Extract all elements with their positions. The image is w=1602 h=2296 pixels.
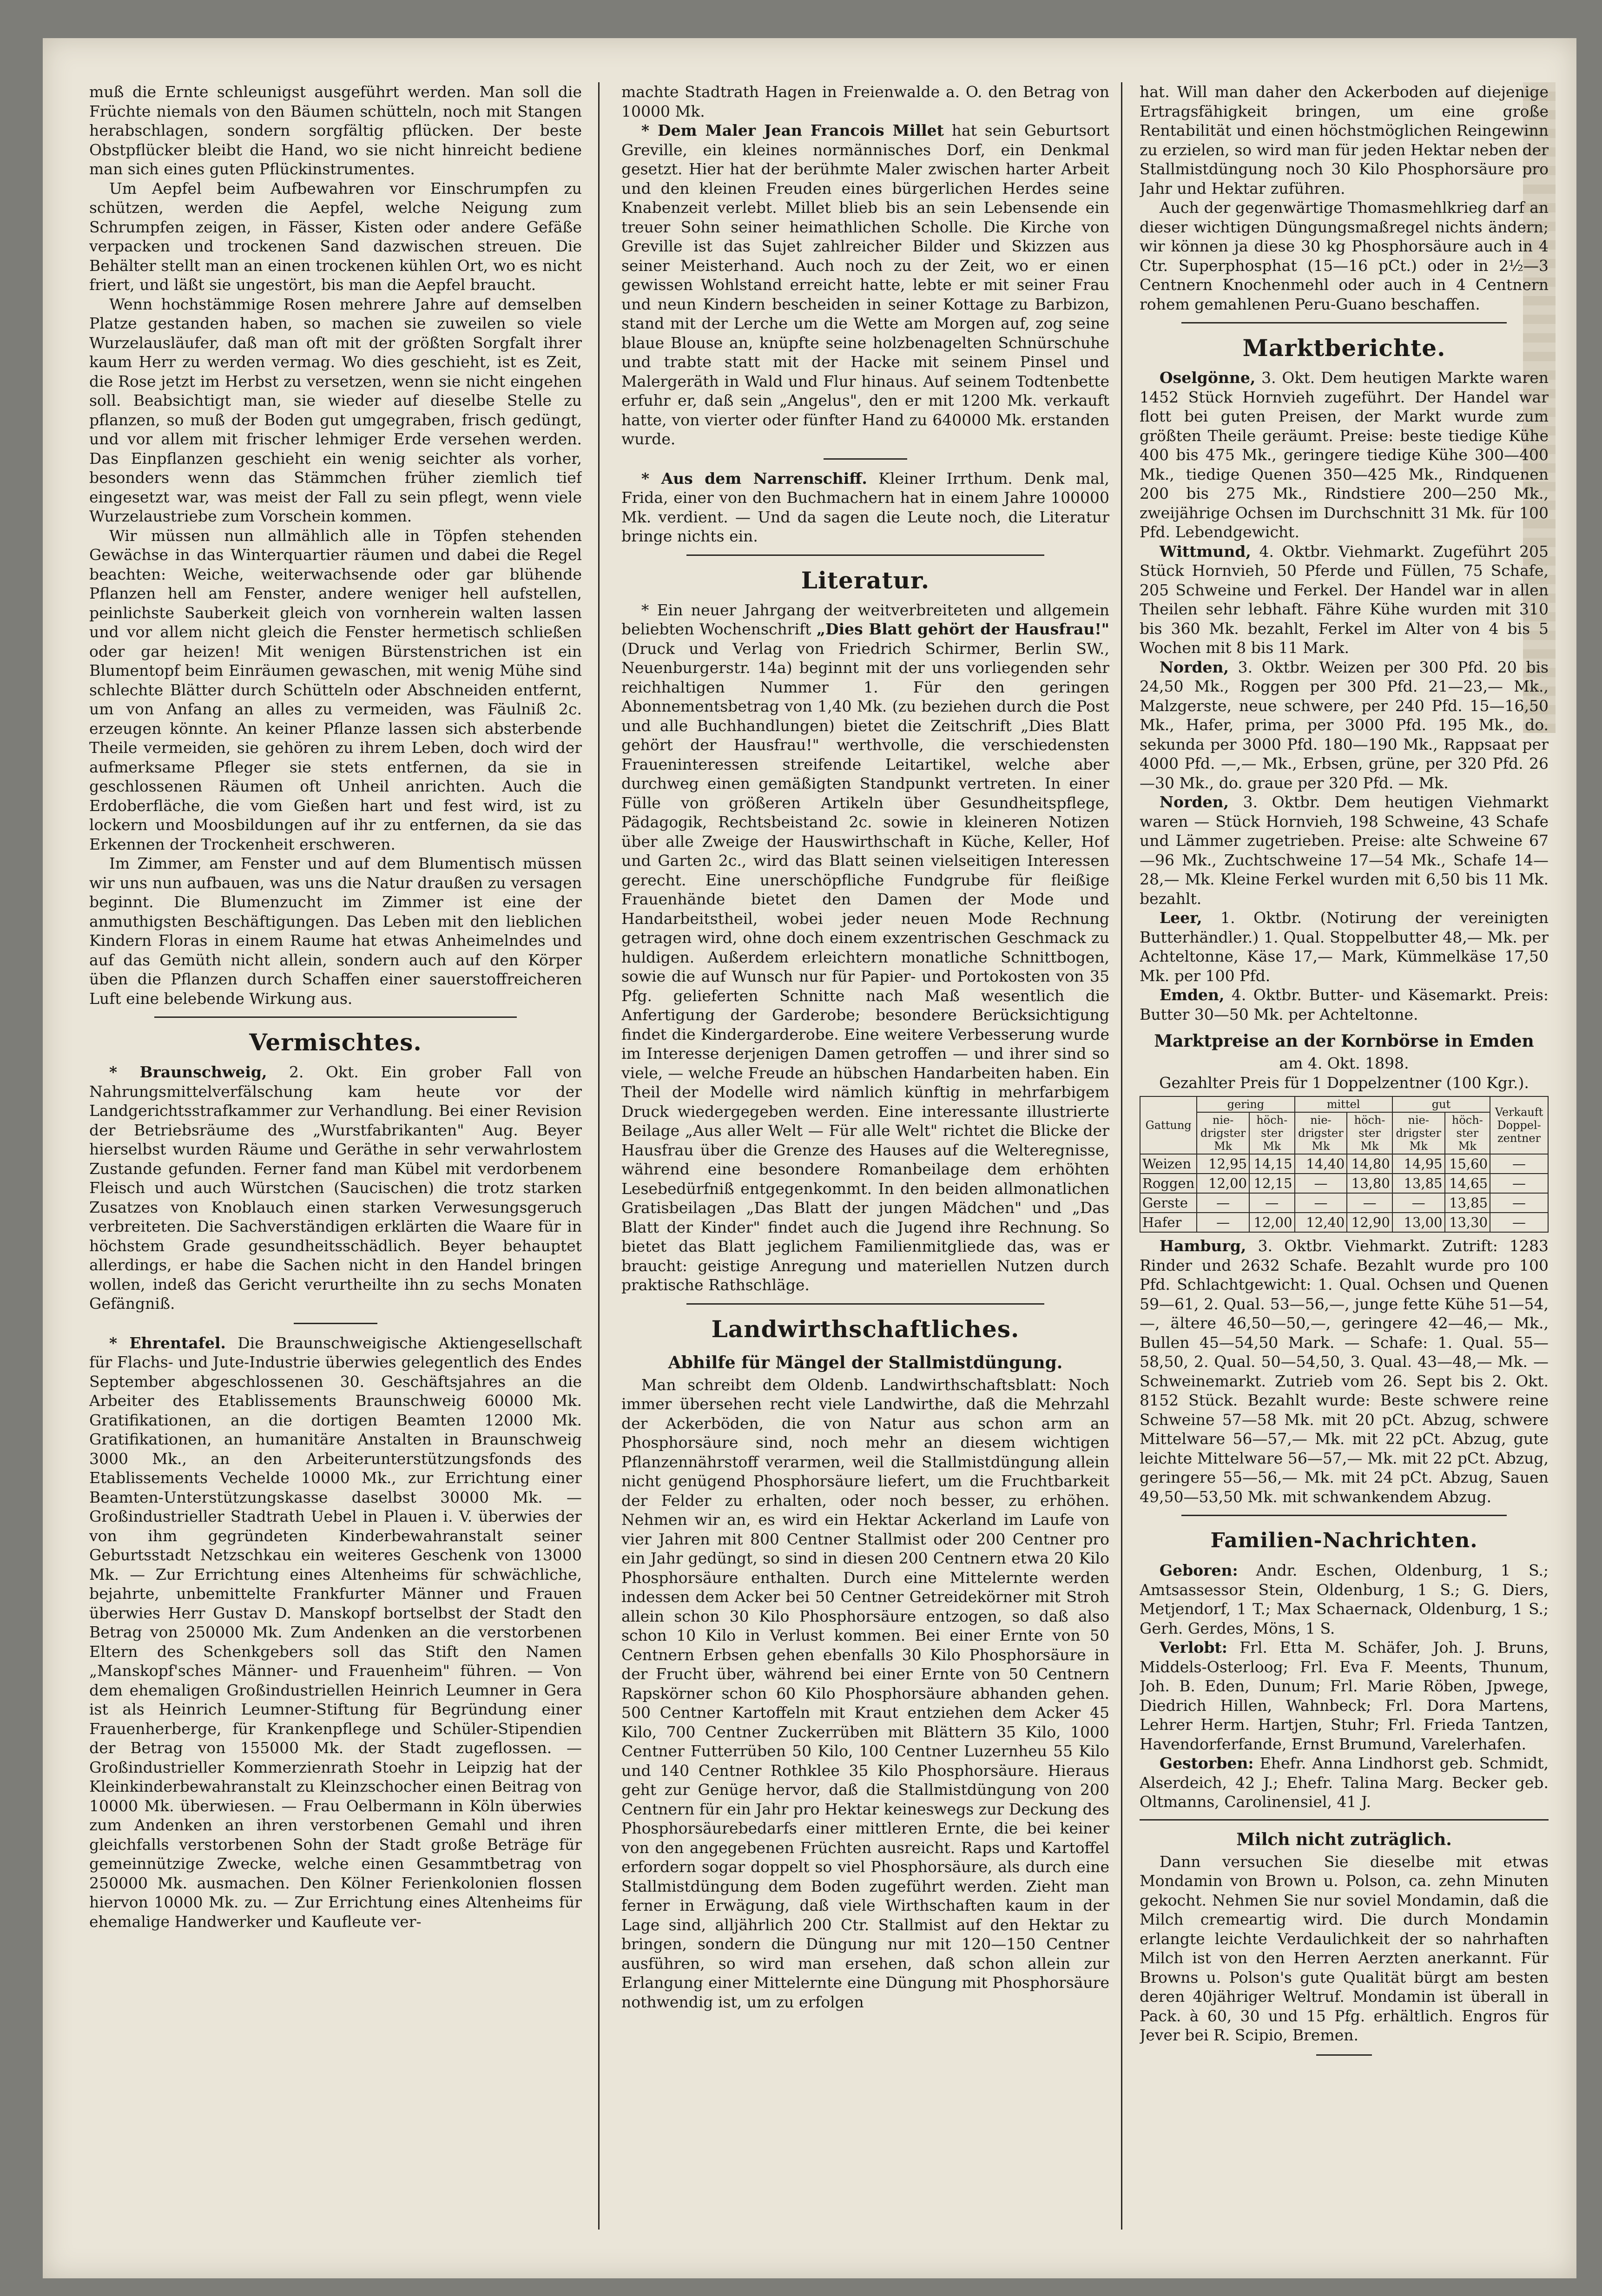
family-lead: Gestorben:: [1159, 1754, 1254, 1772]
ad-title: Milch nicht zuträglich.: [1236, 1829, 1452, 1849]
header-max: höch-ster Mk: [1347, 1112, 1392, 1154]
header-min: nie-drigster Mk: [1197, 1112, 1249, 1154]
cell-value: 12,00: [1197, 1174, 1249, 1193]
newspaper-page: [43, 38, 1576, 2278]
paragraph-thomasmehl: Auch der gegenwärtige Thomasmehlkrieg darf an dieser wichtigen Düngungsmaßregel nichts ändern; wir können ja diese 30 kg Phosphorsäure auch in 4 Ctr. Superphosphat (15—16 pCt.) oder in 2½—3 Centnern Knochenmehl oder auch in 4 Centnern rohem gemahlenen Peru-Guano beschaffen.: [1140, 198, 1549, 313]
market-report-norden-cattle: [1140, 792, 1549, 908]
cell-value: —: [1490, 1213, 1548, 1232]
table-header-row: [1140, 1096, 1548, 1112]
article-body: Kleiner Irrthum. Denk mal, Frida, einer von den Buchmachern hat in einem Jahre 100000 Mk. verdient. — Und da sagen die Leute noch, die Literatur bringe nichts ein.: [621, 469, 1109, 545]
cell-value: —: [1490, 1154, 1548, 1174]
subheading-abhilfe: Abhilfe für Mängel der Stallmistdüngung.: [668, 1353, 1063, 1372]
paragraph-harvest: muß die Ernte schleunigst ausgeführt werden. Man soll die Früchte niemals von den Bäumen schütteln, noch mit Stangen herabschlagen, sondern sorgfältig pflücken. Der beste Obstpflücker bleibt die Hand, wo sie nicht hinreicht bediene man sich eines guten Pflückinstrumentes.: [89, 83, 582, 178]
cell-value: 15,60: [1445, 1154, 1490, 1174]
cell-value: 12,00: [1249, 1213, 1295, 1232]
kornboerse-date: am 4. Okt. 1898.: [1279, 1054, 1409, 1072]
article-lead: * Ehrentafel.: [109, 1333, 226, 1352]
paragraph-potted-plants: Wir müssen nun allmählich alle in Töpfen stehenden Gewächse in das Winterquartier räumen und dabei die Regel beachten: Weiche, weiterwachsende oder gar blühende Pflanzen hell am Fenster, andere weniger hell aufstellen, peinlichste Sauberkeit gleich von vornherein walten lassen und vor allem nicht gleich die Fenster hermetisch schließen oder gar heizen! Mit wenigen Bürstenstrichen ist ein Blumentopf beim Einräumen gewaschen, mit wenig Mühe sind schlechte Blätter durch Schütteln oder Abschneiden entfernt, um von Anfang an alles zu vermeiden, was Fäulniß 2c. erzeugen könnte. An keiner Pflanze lassen sich absterbende Theile vermeiden, sie gehören zu ihrem Leben, doch wird der aufmerksame Pfleger sie stets entfernen, da sie in geschlossenen Räumen oft Unheil anrichten. Auch die Erdoberfläche, die vom Gießen hart und fest wird, ist zu lockern und Moosbildungen auf ihr zu entfernen, da sie das Erkennen der Trockenheit erschweren.: [89, 526, 582, 853]
kornboerse-note: Gezahlter Preis für 1 Doppelzentner (100 Kgr.).: [1159, 1073, 1529, 1092]
cell-value: 12,15: [1249, 1174, 1295, 1193]
article-stallmist: Man schreibt dem Oldenb. Landwirthschaftsblatt: Noch immer übersehen recht viele Landwirthe, daß die Mehrzahl der Ackerböden, die von Natur aus schon arm an Phosphorsäure sind, noch mehr an diesem wichtigen Pflanzennährstoff verarmen, weil die Stallmistdüngung allein nicht genügend Phosphorsäure liefert, um die Fruchtbarkeit der Felder zu erhalten, oder noch besser, zu erhöhen. Nehmen wir an, es wird ein Hektar Ackerland im Laufe von vier Jahren mit 800 Centner Stallmist oder 200 Centner pro ein Jahr gedüngt, so sind in diesen 200 Centnern etwa 20 Kilo Phosphorsäure enthalten. Durch eine Mittelernte werden indessen dem Acker bei 50 Centner Getreidekörner mit Stroh allein schon 30 Kilo Phosphorsäure entzogen, so daß also schon 10 Kilo in Verlust kommen. Bei einer Ernte von 50 Centnern Erbsen gehen ebenfalls 30 Kilo Phosphorsäure in der Frucht über, während bei einer Ernte von 50 Centnern Rapskörner schon 60 Kilo Phosphorsäure abhanden gehen. 500 Centner Kartoffeln mit Kraut entziehen dem Acker 45 Kilo, 700 Centner Zuckerrüben mit Blättern 35 Kilo, 1000 Centner Futterrüben 50 Kilo, 100 Centner Luzernheu 55 Kilo und 140 Centner Rothklee 35 Kilo Phosphorsäure. Hieraus geht zur Genüge hervor, daß die Stallmistdüngung von 200 Centnern für ein Jahr pro Hektar keineswegs zur Deckung des Phosphorsäurebedarfs einer mittleren Ernte, die bei keiner von den angegebenen Früchten ausreicht. Raps und Kartoffel erfordern sogar doppelt so viel Phosphorsäure, als durch eine Stallmistdüngung dem Boden zugeführt werden. Zieht man ferner in Erwägung, daß viele Wirthschaften kaum in der Lage sind, alljährlich 200 Ctr. Stallmist auf den Hektar zu bringen, sondern die Düngung nur mit 120—150 Centner ausführen, so wird man ersehen, daß schon allein zur Erlangung einer Mittelernte eine Düngung mit Phosphorsäure nothwendig ist, um zu erfolgen: [621, 1375, 1109, 2011]
article-lead: * Dem Maler Jean Francois Millet: [641, 121, 944, 139]
heading-literatur: Literatur.: [801, 566, 930, 594]
article-body: hat sein Geburtsort Greville, ein kleines normännisches Dorf, ein Denkmal gesetzt. Hier hat der berühmte Maler zwischen harter Arbeit und den kleinen Freuden eines bürgerlichen Herdes seine Knabenzeit verlebt. Millet blieb bis an sein Lebensende ein treuer Sohn seiner heimathlichen Scholle. Die Kirche von Greville ist das Sujet zahlreicher Bilder und Skizzen aus seiner Meisterhand. Auch noch zu der Zeit, wo er einen gewissen Wohlstand erreicht hatte, lebte er mit seiner Frau und neun Kindern bescheiden in seiner Kottage zu Barbizon, stand mit der Lerche um die Wette am Morgen auf, zog seine blaue Blouse an, knüpfte seine holzbenagelten Schnürschuhe und trabte statt mit der Hacke mit seinem Pinsel und Malergeräth in Wald und Flur hinaus. Auf seinem Todtenbette erfuhr er, daß sein „Angelus", den er mit 1200 Mk. verkauft hatte, von vierter oder fünfter Hand zu 640000 Mk. erstanden wurde.: [621, 121, 1109, 448]
section-divider: [1181, 1515, 1507, 1516]
article-literatur: [621, 600, 1109, 1295]
header-verkauft: Verkauft Doppel-zentner: [1490, 1096, 1548, 1154]
cell-value: 13,85: [1445, 1193, 1490, 1213]
cell-value: —: [1490, 1193, 1548, 1213]
report-body: 1. Oktbr. (Notirung der vereinigten Butterhändler.) 1. Qual. Stoppelbutter 48,— Mk. per Achteltonne, Käse 17,— Mark, Kümmelkäse 17,50 Mk. per 100 Pfd.: [1140, 909, 1549, 985]
section-divider: [686, 554, 1044, 556]
column-rule-2: [1121, 82, 1122, 2230]
cell-value: —: [1197, 1213, 1249, 1232]
paragraph-continued: hat. Will man daher den Ackerboden auf diejenige Ertragsfähigkeit bringen, um eine große Rentabilität und einen höchstmöglichen Reingewinn zu erzielen, so wird man für jeden Hektar neben der Stallmistdüngung noch 30 Kilo Phosphorsäure pro Jahr und Hektar zuführen.: [1140, 83, 1549, 198]
report-lead: Norden,: [1159, 658, 1229, 676]
cell-name: Hafer: [1140, 1213, 1197, 1232]
kornboerse-title: Marktpreise an der Kornbörse in Emden: [1154, 1031, 1534, 1051]
article-body: Die Braunschweigische Aktiengesellschaft für Flachs- und Jute-Industrie überwies gelegentlich des Endes September abgeschlossenen 30. Geschäftsjahres an die Arbeiter des Etablissements Braunschweig 60000 Mk. Gratifikationen, an die dortigen Beamten 12000 Mk. Gratifikationen, an humanitäre Anstalten in Braunschweig 3000 Mk., an den Arbeiterunterstützungsfonds des Etablissements Vechelde 10000 Mk., zur Errichtung einer Beamten-Unterstützungskasse daselbst 30000 Mk. — Großindustrieller Stadtrath Uebel in Plauen i. V. überwies der von ihm gegründeten Kinderbewahranstalt seiner Geburtsstadt Netzschkau ein weiteres Geschenk von 13000 Mk. — Zur Errichtung eines Altenheims für schwächliche, bejahrte, unbemittelte Frankfurter Männer und Frauen überwies Herr Gustav D. Manskopf bortselbst der Stadt den Betrag von 250000 Mk. Zum Andenken an die verstorbenen Eltern des Schenkgebers soll das Stift den Namen „Manskopf'sches Männer- und Frauenheim" führen. — Von dem ehemaligen Großindustriellen Heinrich Leumner in Gera ist als Heinrich Leumner-Stiftung für Begründung einer Frauenherberge, für Krankenpflege und Schüler-Stipendien der Betrag von 155000 Mk. der Stadt zugeflossen. — Großindustrieller Kommerzienrath Stoehr in Leipzig hat der Kleinkinderbewahranstalt zu Kleinzschocher einen Beitrag von 10000 Mk. überwiesen. — Frau Oelbermann in Köln überwies zum Andenken an ihren verstorbenen Gemahl und ihren gleichfalls verstorbenen Sohn der Stadt große Beträge für gemeinnützige Zwecke, welche einen Gesammtbetrag von 250000 Mk. ausmachen. Den Kölner Ferienkolonien flossen hiervon 10000 Mk. zu. — Zur Errichtung eines Altenheims für ehemalige Handwerker und Kaufleute ver-: [89, 1333, 582, 1931]
cell-value: 14,15: [1249, 1154, 1295, 1174]
report-body: 3. Oktbr. Weizen per 300 Pfd. 20 bis 24,50 Mk., Roggen per 300 Pfd. 21—23,— Mk., Malzgerste, neue schwere, per 240 Pfd. 15—16,50 Mk., Hafer, prima, per 3000 Pfd. 195 Mk., do. sekunda per 3000 Pfd. 180—190 Mk., Rappsaat per 4000 Pfd. —,— Mk., Erbsen, grüne, per 320 Pfd. 26—30 Mk., do. graue per 320 Pfd. — Mk.: [1140, 658, 1549, 792]
section-divider: [686, 1303, 1044, 1305]
report-lead: Norden,: [1159, 793, 1229, 811]
table-row: [1140, 1213, 1548, 1232]
cell-value: 14,65: [1445, 1174, 1490, 1193]
market-report-hamburg: [1140, 1236, 1549, 1506]
header-gattung: Gattung: [1140, 1096, 1197, 1154]
short-divider: [1316, 2054, 1372, 2056]
price-table: [1140, 1096, 1549, 1233]
column-rule-1: [598, 82, 600, 2230]
short-divider: [294, 1323, 377, 1324]
heading-familien-nachrichten: Familien-Nachrichten.: [1210, 1529, 1478, 1552]
article-braunschweig: [89, 1062, 582, 1313]
header-max: höch-ster Mk: [1249, 1112, 1295, 1154]
article-lead: * Aus dem Narrenschiff.: [641, 469, 867, 488]
article-body: (Druck und Verlag von Friedrich Schirmer, Berlin SW., Neuenburgerstr. 14a) beginnt mit der uns vorliegenden sehr reichhaltigen Nummer 1. Für den geringen Abonnementsbetrag von 1,40 Mk. (zu beziehen durch die Post und alle Buchhandlungen) bietet die Zeitschrift „Dies Blatt gehört der Hausfrau!" werthvolle, die verschiedensten Fraueninteressen streifende Leitartikel, welche aber durchweg einen gemäßigten Standpunkt vertreten. In einer Fülle von größeren Artikeln über Gesundheitspflege, Pädagogik, Rechtsbeistand 2c. sowie in kleineren Notizen über alle Zweige der Hauswirthschaft in Küche, Keller, Hof und Garten 2c., wird das Blatt seinen vielseitigen Interessen gerecht. Eine unerschöpfliche Fundgrube für fleißige Frauenhände bietet den Damen der Mode und Handarbeitstheil, wobei jeder neuen Mode Rechnung getragen wird, ohne doch einem exzentrischen Geschmack zu huldigen. Außerdem erleichtern monatliche Schnittbogen, sowie die auf Wunsch nur für Papier- und Portokosten von 35 Pfg. gelieferten Schnitte nach Maß wesentlich die Anfertigung der Garderobe; besondere Berücksichtigung findet die Kindergarderobe. Eine weitere Verbesserung wurde im Interesse derjenigen Damen getroffen — und ihrer sind so viele, — welche Freude an hübschen Handarbeiten haben. Ein Theil der Modelle wird nämlich künftig in mehrfarbigem Druck wiedergegeben werden. Eine interessante illustrierte Beilage „Aus aller Welt — Für alle Welt" richtet die Blicke der Hausfrau über die Grenze des Hauses auf die Welteregnisse, während eine besondere Romanbeilage dem erhöhten Lesebedürfniß entgegenkommt. In den beiden allmonatlichen Gratisbeilagen „Das Blatt der jungen Mädchen" und „Das Blatt der Kinder" findet auch die Jugend ihre Rechnung. So bietet das Blatt jeglichem Familienmitgliede das, was er braucht: geistige Anregung und materiellen Nutzen durch praktische Rathschläge.: [621, 639, 1109, 1294]
family-engagements: [1140, 1638, 1549, 1754]
section-divider: [154, 1016, 517, 1018]
report-body: 3. Oktbr. Dem heutigen Viehmarkt waren — Stück Hornvieh, 198 Schweine, 43 Schafe und Lämmer zugetrieben. Preise: alte Schweine 67—96 Mk., Zuchtschweine 17—54 Mk., Schafe 14—28,— Mk. Kleine Ferkel wurden mit 6,50 bis 11 Mk. bezahlt.: [1140, 793, 1549, 908]
cell-value: 13,30: [1445, 1213, 1490, 1232]
article-ehrentafel: [89, 1333, 582, 1932]
market-report-norden-grain: [1140, 658, 1549, 793]
cell-value: —: [1295, 1174, 1347, 1193]
header-mittel: mittel: [1295, 1096, 1392, 1112]
article-lead: * Braunschweig,: [109, 1063, 267, 1081]
report-lead: Wittmund,: [1159, 542, 1251, 561]
cell-value: —: [1197, 1193, 1249, 1213]
table-subheader-row: [1140, 1112, 1548, 1154]
cell-value: —: [1295, 1193, 1347, 1213]
report-lead: Emden,: [1159, 986, 1225, 1004]
cell-value: 13,00: [1392, 1213, 1445, 1232]
family-births: [1140, 1561, 1549, 1638]
cell-value: 13,80: [1347, 1174, 1392, 1193]
report-lead: Oselgönne,: [1159, 369, 1256, 387]
ad-text: Dann versuchen Sie dieselbe mit etwas Mondamin von Brown u. Polson, ca. zehn Minuten gekocht. Nehmen Sie nur soviel Mondamin, daß die Milch cremeartig wird. Die durch Mondamin erlangte leichte Verdaulichkeit der so nahrhaften Milch ist von den Herren Aerzten anerkannt. Für Browns u. Polson's gute Qualität bürgt am besten deren 40jähriger Weltruf. Mondamin ist überall in Pack. à 60, 30 und 15 Pfg. erhältlich. Engros für Jever bei R. Scipio, Bremen.: [1140, 1852, 1549, 2044]
cell-value: 12,95: [1197, 1154, 1249, 1174]
heading-landwirthschaftliches: Landwirthschaftliches.: [711, 1315, 1020, 1343]
heading-vermischtes: Vermischtes.: [249, 1029, 422, 1056]
report-body: 3. Okt. Dem heutigen Markte waren 1452 Stück Hornvieh zugeführt. Der Handel war flott bei guten Preisen, der Markt wurde zum größten Theile geräumt. Preise: beste tiedige Kühe 400 bis 475 Mk., geringere tiedige Kühe 300—400 Mk., tiedige Quenen 350—425 Mk., Rindquenen 200 bis 275 Mk., Rindstiere 200—250 Mk., zweijährige Ochsen im Durchschnitt 31 Mk. für 100 Pfd. Lebendgewicht.: [1140, 369, 1549, 541]
column-middle: [621, 82, 1109, 2230]
cell-value: 12,90: [1347, 1213, 1392, 1232]
table-row: [1140, 1154, 1548, 1174]
market-report-leer: [1140, 908, 1549, 985]
family-deaths: [1140, 1754, 1549, 1812]
advertisement: [1140, 1819, 1549, 2056]
family-body: Ehefr. Anna Lindhorst geb. Schmidt, Alserdeich, 42 J.; Ehefr. Talina Marg. Becker geb. Oltmanns, Carolinensiel, 41 J.: [1140, 1754, 1549, 1811]
cell-name: Weizen: [1140, 1154, 1197, 1174]
header-gering: gering: [1197, 1096, 1294, 1112]
report-body: 4. Oktbr. Viehmarkt. Zugeführt 205 Stück Hornvieh, 50 Pferde und Füllen, 75 Schafe, 205 Schweine und Ferkel. Der Handel war in allen Theilen sehr lebhaft. Fähre Kühe wurden mit 310 bis 360 Mk. bezahlt, Ferkel im Alter von 4 bis 5 Wochen mit 8 bis 11 Mark.: [1140, 542, 1549, 657]
header-gut: gut: [1392, 1096, 1490, 1112]
header-min: nie-drigster Mk: [1392, 1112, 1445, 1154]
cell-value: 14,40: [1295, 1154, 1347, 1174]
header-max: höch-ster Mk: [1445, 1112, 1490, 1154]
cell-name: Gerste: [1140, 1193, 1197, 1213]
heading-marktberichte: Marktberichte.: [1242, 334, 1446, 362]
table-row: [1140, 1193, 1548, 1213]
report-lead: Leer,: [1159, 909, 1202, 927]
column-right: [1140, 82, 1549, 2230]
cell-value: —: [1490, 1174, 1548, 1193]
cell-value: 14,80: [1347, 1154, 1392, 1174]
table-row: [1140, 1174, 1548, 1193]
paragraph-continued: machte Stadtrath Hagen in Freienwalde a. O. den Betrag von 10000 Mk.: [621, 83, 1109, 120]
header-min: nie-drigster Mk: [1295, 1112, 1347, 1154]
cell-value: 13,85: [1392, 1174, 1445, 1193]
short-divider: [824, 458, 907, 460]
market-report-emden: [1140, 985, 1549, 1024]
paragraph-roses: Wenn hochstämmige Rosen mehrere Jahre auf demselben Platze gestanden haben, so machen sie zuweilen so viele Wurzelausläufer, daß man oft mit der größten Sorgfalt ihrer kaum Herr zu werden vermag. Wo dies geschieht, ist es Zeit, die Rose jetzt im Herbst zu versetzen, wenn sie nicht eingehen soll. Beabsichtigt man, sie wieder auf dieselbe Stelle zu pflanzen, so muß der Boden gut umgegraben, frisch gedüngt, und vor allem mit frischer lehmiger Erde versehen werden. Das Einpflanzen geschieht ein wenig seichter als vorher, besonders wenn das Stämmchen früher ziemlich tief eingesetzt war, was meist der Fall zu sein pflegt, wenn viele Wurzelaustriebe zum Vorschein kommen.: [89, 295, 582, 525]
article-body: 2. Okt. Ein grober Fall von Nahrungsmittelverfälschung kam heute vor der Landgerichtsstrafkammer zur Verhandlung. Bei einer Revision der Betriebsräume des „Wurstfabrikanten" Aug. Beyer hierselbst wurden Räume und Geräthe in sehr verwahrlostem Zustande gefunden. Ferner fand man Kübel mit verdorbenem Fleisch und auch Würstchen (Saucischen) die trotz starken Zusatzes von Knoblauch einen starken Verwesungsgeruch verbreiteten. Die Sachverständigen erklärten die Waare für in höchstem Grade gesundheitsschädlich. Beyer behauptet allerdings, er habe die Sachen nicht in den Handel bringen wollen, indeß das Gericht verurtheilte ihn zu sechs Monaten Gefängniß.: [89, 1063, 582, 1313]
market-report-wittmund: [1140, 542, 1549, 658]
article-millet: [621, 121, 1109, 449]
report-body: 4. Oktbr. Butter- und Käsemarkt. Preis: Butter 30—50 Mk. per Achteltonne.: [1140, 986, 1549, 1023]
family-body: Frl. Etta M. Schäfer, Joh. J. Bruns, Middels-Osterloog; Frl. Eva F. Meents, Thunum, Joh. B. Eden, Dunum; Frl. Marie Röben, Jpwege, Diedrich Hillen, Wahnbeck; Frl. Dora Martens, Lehrer Herm. Hartjen, Stuhr; Frl. Frieda Tantzen, Havendorferfande, Ernst Brumund, Varelerhafen.: [1140, 1638, 1549, 1753]
article-body: * Ein neuer Jahrgang der weitverbreiteten und allgemein beliebten Wochenschrift: [621, 600, 1109, 638]
magazine-title: „Dies Blatt gehört der Hausfrau!": [817, 620, 1109, 638]
column-left: [89, 82, 582, 2230]
paragraph-apples: Um Aepfel beim Aufbewahren vor Einschrumpfen zu schützen, werden die Aepfel, welche Neigung zum Schrumpfen zeigen, in Fässer, Kisten oder andere Gefäße verpacken und trockenen Sand dazwischen streuen. Die Behälter stellt man an einen trockenen kühlen Ort, wo es nicht friert, und läßt sie ungestört, bis man die Aepfel braucht.: [89, 179, 582, 294]
section-divider: [1181, 322, 1507, 323]
family-lead: Verlobt:: [1159, 1638, 1227, 1656]
family-lead: Geboren:: [1159, 1561, 1238, 1579]
article-narrenschiff: [621, 469, 1109, 546]
paragraph-window-garden: Im Zimmer, am Fenster und auf dem Blumentisch müssen wir uns nun aufbauen, was uns die Natur draußen zu versagen beginnt. Die Blumenzucht im Zimmer ist eine der anmuthigsten Beschäftigungen. Das Leben mit den lieblichen Kindern Floras in einem Raume hat etwas Anheimelndes und auf das Gemüth nicht allein, sondern auch auf den Körper üben die Pflanzen durch Schaffen einer sauerstoffreicheren Luft eine belebende Wirkung aus.: [89, 854, 582, 1008]
report-body: 3. Oktbr. Viehmarkt. Zutrift: 1283 Rinder und 2632 Schafe. Bezahlt wurde pro 100 Pfd. Schlachtgewicht: 1. Qual. Ochsen und Quenen 59—61, 2. Qual. 53—56,—, junge fette Kühe 51—54,—, ältere 46,50—50,—, geringere 42—46,— Mk., Bullen 45—54,50 Mark. — Schafe: 1. Qual. 55—58,50, 2. Qual. 50—54,50, 3. Qual. 43—48,— Mk. — Schweinemarkt. Zutrieb vom 26. Sept bis 2. Okt. 8152 Stück. Bezahlt wurde: Beste schwere reine Schweine 57—58 Mk. mit 20 pCt. Abzug, schwere Mittelware 56—57,— Mk. mit 22 pCt. Abzug, gute leichte Mittelware 56—57,— Mk. mit 22 pCt. Abzug, geringere 55—56,— Mk. mit 24 pCt. Abzug, Sauen 49,50—53,50 Mk. mit schwankendem Abzug.: [1140, 1237, 1549, 1506]
cell-value: —: [1392, 1193, 1445, 1213]
cell-value: 14,95: [1392, 1154, 1445, 1174]
family-body: Andr. Eschen, Oldenburg, 1 S.; Amtsassessor Stein, Oldenburg, 1 S.; G. Diers, Metjendorf, 1 T.; Max Schaernack, Oldenburg, 1 S.; Gerh. Gerdes, Möns, 1 S.: [1140, 1561, 1549, 1637]
cell-value: —: [1347, 1193, 1392, 1213]
market-report-oselgoenne: [1140, 368, 1549, 542]
cell-value: 12,40: [1295, 1213, 1347, 1232]
cell-value: —: [1249, 1193, 1295, 1213]
report-lead: Hamburg,: [1159, 1237, 1246, 1255]
cell-name: Roggen: [1140, 1174, 1197, 1193]
